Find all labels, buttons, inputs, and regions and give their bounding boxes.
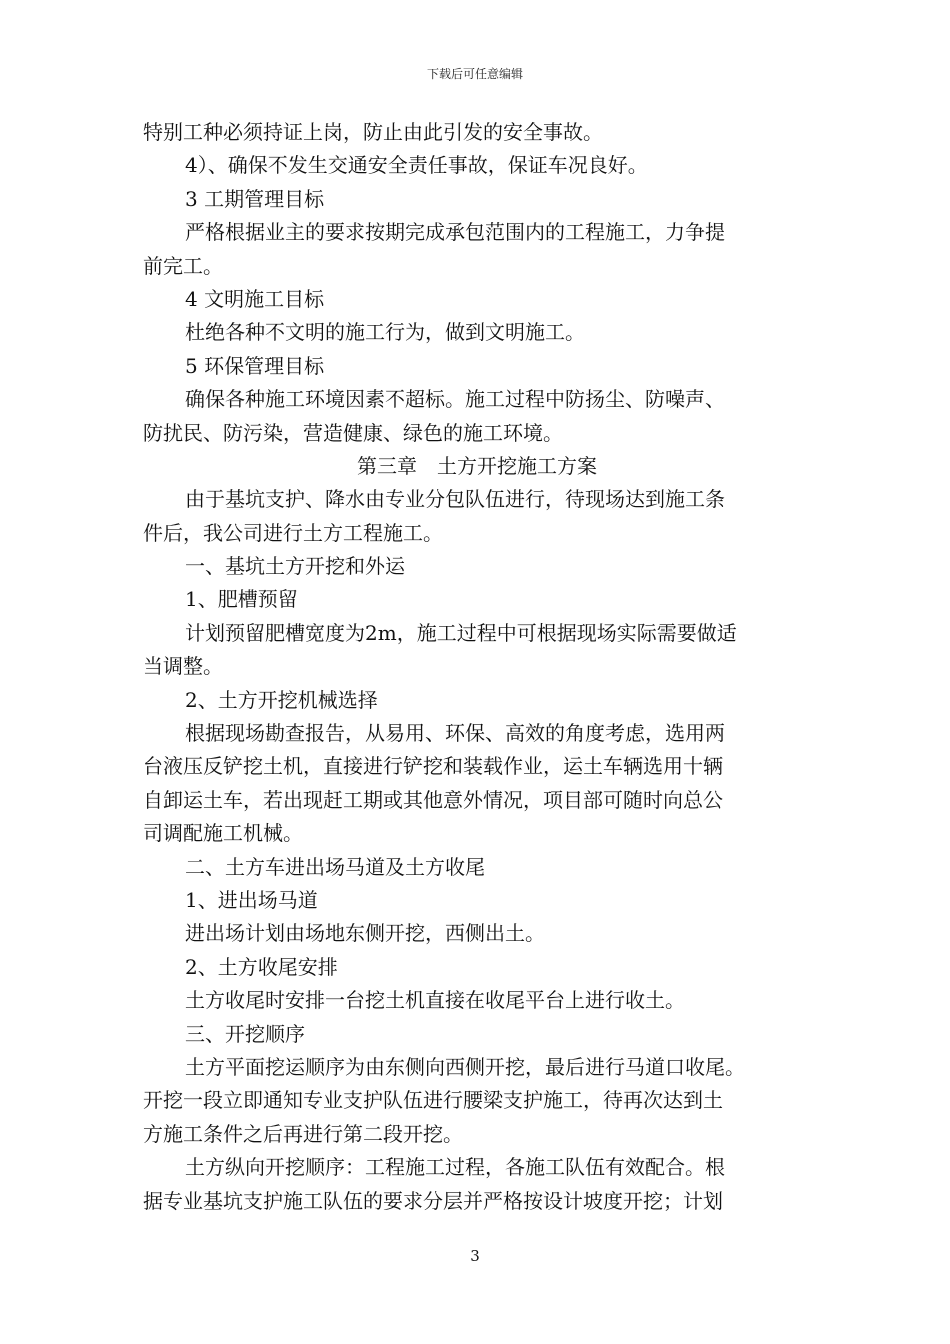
text-line: 特别工种必须持证上岗，防止由此引发的安全事故。: [143, 120, 603, 144]
text-line: 进出场计划由场地东侧开挖，西侧出土。: [185, 921, 545, 946]
text-line: 当调整。: [143, 654, 223, 679]
text-line: 防扰民、防污染，营造健康、绿色的施工环境。: [143, 420, 563, 445]
subsection-heading: 2、土方收尾安排: [185, 954, 338, 979]
subsection-heading: 1、肥槽预留: [185, 587, 298, 612]
page-number: 3: [470, 1247, 480, 1265]
text-line: 开挖一段立即通知专业支护队伍进行腰梁支护施工，待再次达到土: [143, 1088, 723, 1113]
text-line: 土方收尾时安排一台挖土机直接在收尾平台上进行收土。: [185, 988, 685, 1013]
text-line: 土方纵向开挖顺序：工程施工过程，各施工队伍有效配合。根: [185, 1155, 725, 1180]
text-line: 由于基坑支护、降水由专业分包队伍进行，待现场达到施工条: [185, 487, 725, 512]
text-line: 杜绝各种不文明的施工行为，做到文明施工。: [185, 320, 585, 345]
text-line: 台液压反铲挖土机，直接进行铲挖和装载作业，运土车辆选用十辆: [143, 754, 723, 779]
chapter-title: 第三章 土方开挖施工方案: [357, 453, 597, 478]
section-heading: 三、开挖顺序: [185, 1021, 305, 1046]
text-line: 件后，我公司进行土方工程施工。: [143, 520, 443, 545]
subsection-heading: 1、进出场马道: [185, 887, 318, 912]
section-heading: 4 文明施工目标: [185, 286, 325, 311]
section-heading: 5 环保管理目标: [185, 353, 325, 378]
text-line: 严格根据业主的要求按期完成承包范围内的工程施工，力争提: [185, 220, 725, 245]
section-heading: 一、基坑土方开挖和外运: [185, 554, 405, 579]
subsection-heading: 2、土方开挖机械选择: [185, 687, 378, 712]
text-line: 根据现场勘查报告，从易用、环保、高效的角度考虑，选用两: [185, 721, 725, 746]
text-line: 方施工条件之后再进行第二段开挖。: [143, 1121, 463, 1146]
section-heading: 3 工期管理目标: [185, 186, 325, 211]
text-line: 计划预留肥槽宽度为2m，施工过程中可根据现场实际需要做适: [185, 620, 737, 645]
text-line: 确保各种施工环境因素不超标。施工过程中防扬尘、防噪声、: [185, 387, 725, 412]
text-line: 前完工。: [143, 253, 223, 278]
text-line: 4）、确保不发生交通安全责任事故，保证车况良好。: [185, 153, 648, 178]
page-header: 下载后可任意编辑: [426, 67, 523, 81]
text-line: 土方平面挖运顺序为由东侧向西侧开挖，最后进行马道口收尾。: [185, 1054, 745, 1079]
text-line: 司调配施工机械。: [143, 821, 303, 846]
document-body: [143, 116, 811, 1218]
section-heading: 二、土方车进出场马道及土方收尾: [185, 854, 485, 879]
text-line: 自卸运土车，若出现赶工期或其他意外情况，项目部可随时向总公: [143, 787, 723, 812]
text-line: 据专业基坑支护施工队伍的要求分层并严格按设计坡度开挖；计划: [143, 1188, 723, 1213]
